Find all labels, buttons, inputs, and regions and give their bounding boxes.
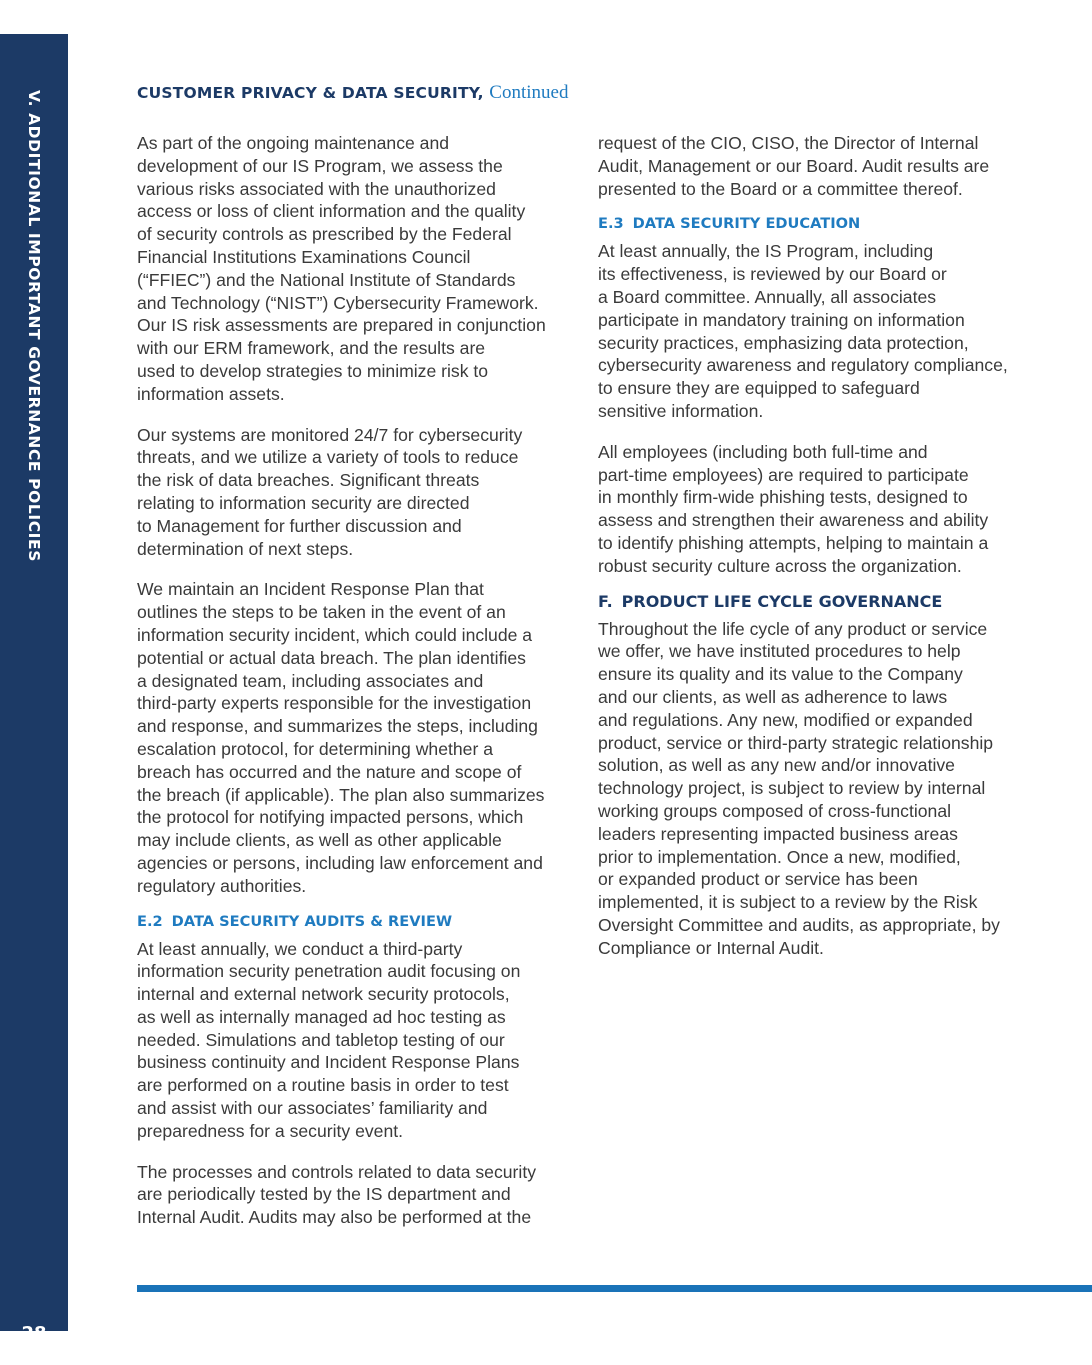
text-line: (“FFIEC”) and the National Institute of Standards — [137, 269, 516, 290]
text-line: regulatory authorities. — [137, 875, 307, 896]
text-line: to identify phishing attempts, helping to maintain a — [598, 532, 989, 553]
text-line: As part of the ongoing maintenance and — [137, 133, 450, 153]
paragraph-product-life-cycle — [598, 618, 1026, 960]
text-line: are periodically tested by the IS department and — [137, 1184, 511, 1205]
text-line: and assist with our associates’ familiarity and — [137, 1098, 488, 1119]
text-line: information assets. — [137, 383, 285, 404]
text-line: used to develop strategies to minimize risk to — [137, 360, 489, 381]
text-line: access or loss of client information and the quality — [137, 201, 526, 222]
text-line: outlines the steps to be taken in the event of an — [137, 602, 506, 623]
text-line: potential or actual data breach. The plan identifies — [137, 647, 526, 668]
text-line: are performed on a routine basis in order to test — [137, 1075, 509, 1096]
section-heading-f — [598, 592, 1026, 612]
text-line: We maintain an Incident Response Plan that — [137, 579, 484, 600]
text-line: ensure its quality and its value to the Company — [598, 664, 963, 685]
text-line: Compliance or Internal Audit. — [598, 937, 824, 958]
section-number: E.2 — [137, 912, 163, 930]
section-number: F. — [598, 591, 613, 611]
paragraph-audit-continued — [598, 132, 1026, 200]
text-line: robust security culture across the organization. — [598, 555, 962, 576]
paragraph-incident-response — [137, 578, 567, 897]
paragraph-annual-review — [598, 240, 1026, 422]
left-column — [137, 132, 567, 1229]
text-line: the breach (if applicable). The plan also summarizes — [137, 784, 545, 805]
text-line: information security penetration audit focusing on — [137, 961, 521, 982]
paragraph-monitoring — [137, 424, 567, 561]
text-line: the protocol for notifying impacted persons, which — [137, 807, 524, 828]
header-continued: Continued — [489, 82, 569, 103]
text-line: assess and strengthen their awareness and ability — [598, 510, 989, 531]
text-line: breach has occurred and the nature and scope of — [137, 761, 522, 782]
text-line: request of the CIO, CISO, the Director of Internal — [598, 133, 979, 153]
text-line: Our IS risk assessments are prepared in conjunction — [137, 315, 546, 336]
text-line: a Board committee. Annually, all associates — [598, 286, 937, 307]
text-line: we offer, we have instituted procedures to help — [598, 641, 961, 662]
text-line: threats, and we utilize a variety of tools to reduce — [137, 447, 519, 468]
footer-rule — [137, 1285, 1092, 1292]
text-line: technology project, is subject to review by internal — [598, 778, 986, 799]
section-number: E.3 — [598, 215, 624, 233]
right-column — [598, 132, 1026, 960]
text-line: with our ERM framework, and the results are — [137, 338, 486, 359]
text-line: and regulations. Any new, modified or expanded — [598, 709, 973, 730]
text-line: All employees (including both full-time and — [598, 441, 928, 462]
text-line: internal and external network security protocols, — [137, 984, 510, 1005]
text-line: to Management for further discussion and — [137, 515, 462, 536]
text-line: determination of next steps. — [137, 538, 354, 559]
text-line: in monthly firm-wide phishing tests, designed to — [598, 487, 968, 508]
text-line: and Technology (“NIST”) Cybersecurity Framework. — [137, 292, 539, 313]
text-line: relating to information security are directed — [137, 492, 470, 513]
text-line: escalation protocol, for determining whether a — [137, 738, 493, 759]
text-line: preparedness for a security event. — [137, 1120, 404, 1141]
section-title: DATA SECURITY EDUCATION — [632, 215, 861, 233]
header-title: CUSTOMER PRIVACY & DATA SECURITY, — [137, 84, 484, 102]
text-line: needed. Simulations and tabletop testing of our — [137, 1029, 505, 1050]
text-line: of security controls as prescribed by the Federal — [137, 224, 512, 245]
text-line: solution, as well as any new and/or innovative — [598, 755, 955, 776]
paragraph-penetration-audit — [137, 938, 567, 1143]
text-line: prior to implementation. Once a new, modified, — [598, 846, 961, 867]
text-line: Financial Institutions Examinations Council — [137, 246, 471, 267]
text-line: may include clients, as well as other applicable — [137, 830, 502, 851]
text-line: sensitive information. — [598, 400, 764, 421]
paragraph-phishing-tests — [598, 441, 1026, 578]
section-heading-e2 — [137, 912, 567, 932]
text-line: third-party experts responsible for the investigation — [137, 693, 532, 714]
text-line: as well as internally managed ad hoc testing as — [137, 1006, 506, 1027]
text-line: the risk of data breaches. Significant threats — [137, 470, 480, 491]
text-line: product, service or third-party strategic relationship — [598, 732, 994, 753]
section-heading-e3 — [598, 214, 1026, 234]
text-line: and our clients, as well as adherence to laws — [598, 686, 948, 707]
text-line: Our systems are monitored 24/7 for cybersecurity — [137, 424, 523, 445]
text-line: information security incident, which could include a — [137, 624, 533, 645]
paragraph-is-risk-assessment — [137, 132, 567, 406]
text-line: leaders representing impacted business areas — [598, 823, 958, 844]
text-line: participate in mandatory training on information — [598, 309, 965, 330]
section-title: PRODUCT LIFE CYCLE GOVERNANCE — [621, 591, 943, 611]
text-line: At least annually, the IS Program, including — [598, 241, 934, 262]
text-line: cybersecurity awareness and regulatory compliance, — [598, 355, 1008, 376]
sidebar — [0, 34, 68, 1344]
text-line: agencies or persons, including law enforcement and — [137, 852, 543, 873]
text-line: Oversight Committee and audits, as appropriate, by — [598, 914, 1000, 935]
text-line: implemented, it is subject to a review by the Risk — [598, 892, 978, 913]
text-line: Internal Audit. Audits may also be performed at the — [137, 1207, 532, 1228]
text-line: presented to the Board or a committee thereof. — [598, 178, 963, 199]
text-line: Audit, Management or our Board. Audit results are — [598, 155, 990, 176]
page-header — [137, 82, 568, 104]
text-line: and response, and summarizes the steps, including — [137, 716, 538, 737]
text-line: business continuity and Incident Response Plans — [137, 1052, 520, 1073]
text-line: The processes and controls related to data security — [137, 1161, 537, 1182]
text-line: various risks associated with the unauthorized — [137, 178, 496, 199]
text-line: part-time employees) are required to participate — [598, 464, 969, 485]
text-line: to ensure they are equipped to safeguard — [598, 378, 920, 399]
page-number: 28 — [21, 1323, 47, 1344]
section-label: V. ADDITIONAL IMPORTANT GOVERNANCE POLICIES — [25, 90, 43, 562]
text-line: At least annually, we conduct a third-party — [137, 938, 463, 959]
text-line: or expanded product or service has been — [598, 869, 918, 890]
text-line: working groups composed of cross-functional — [598, 800, 952, 821]
text-line: development of our IS Program, we assess the — [137, 155, 503, 176]
text-line: security practices, emphasizing data protection, — [598, 332, 969, 353]
text-line: Throughout the life cycle of any product or service — [598, 618, 988, 639]
text-line: its effectiveness, is reviewed by our Board or — [598, 264, 947, 285]
text-line: a designated team, including associates and — [137, 670, 484, 691]
section-title: DATA SECURITY AUDITS & REVIEW — [171, 912, 453, 930]
paragraph-controls-testing — [137, 1161, 567, 1229]
